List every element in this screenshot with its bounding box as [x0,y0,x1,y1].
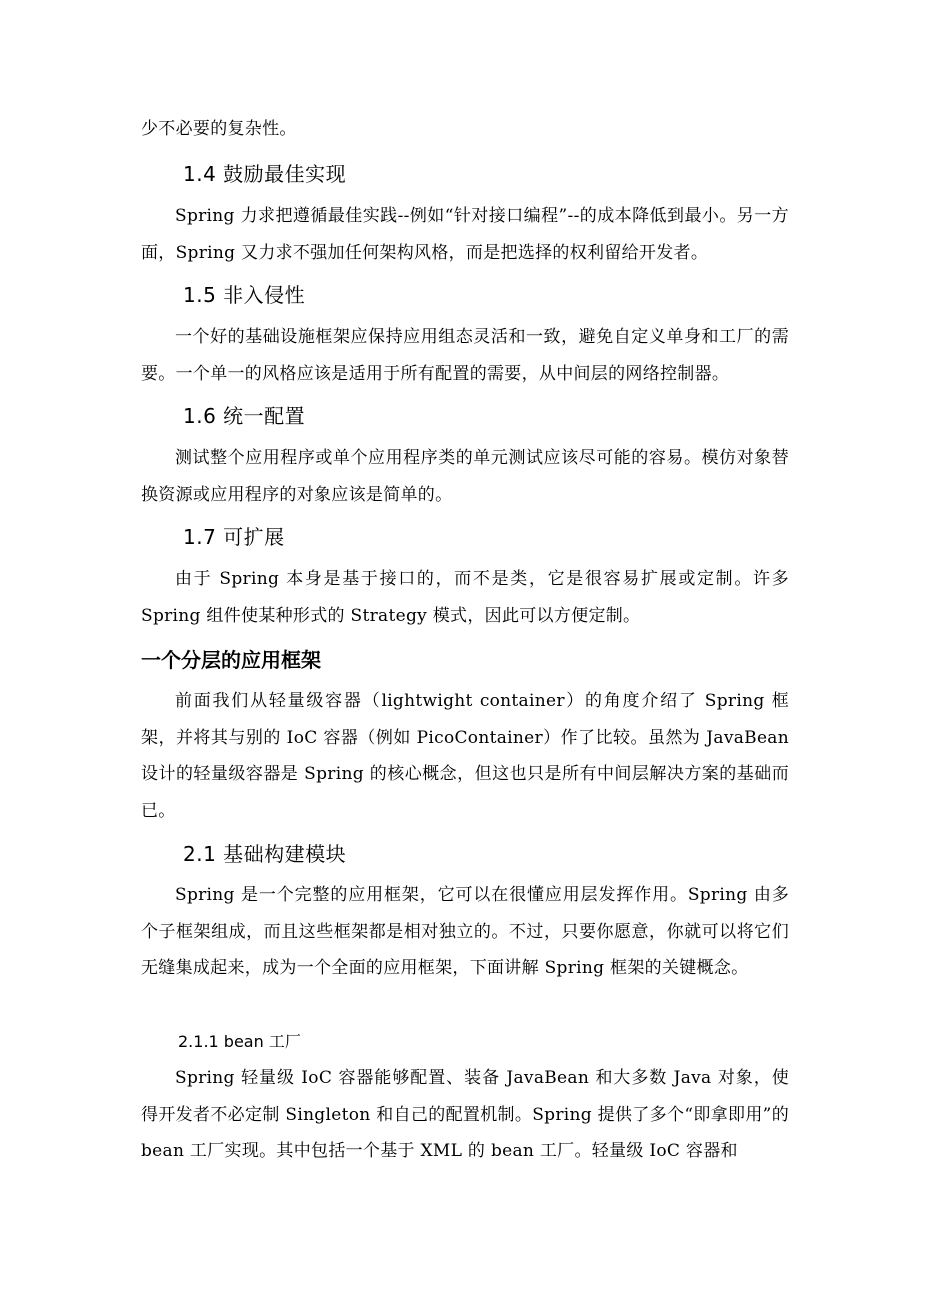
heading-1-7: 1.7 可扩展 [183,525,285,549]
heading-2-1: 2.1 基础构建模块 [183,842,347,866]
heading-1-5: 1.5 非入侵性 [183,283,306,307]
heading-1-4: 1.4 鼓励最佳实现 [183,162,347,186]
paragraph-1-6: 测试整个应用程序或单个应用程序类的单元测试应该尽可能的容易。模仿对象替换资源或应用程序的对象应该是简单的。 [141,448,789,505]
heading-1-6: 1.6 统一配置 [183,404,306,428]
paragraph-1-7: 由于 Spring 本身是基于接口的，而不是类，它是很容易扩展或定制。许多Spring 组件使某种形式的 Strategy 模式，因此可以方便定制。 [141,569,789,626]
paragraph-2-1-1: Spring 轻量级 IoC 容器能够配置、装备 JavaBean 和大多数 Java 对象，使得开发者不必定制 Singleton 和自己的配置机制。Spring 提供了多个“即拿即用”的 bean 工厂实现。其中包括一个基于 XML 的 bean 工厂。轻量级 IoC 容器和 [141,1068,789,1161]
section-heading-layered-framework: 一个分层的应用框架 [141,648,321,672]
paragraph-1-5: 一个好的基础设施框架应保持应用组态灵活和一致，避免自定义单身和工厂的需要。一个单一的风格应该是适用于所有配置的需要，从中间层的网络控制器。 [141,327,789,384]
paragraph-continued: 少不必要的复杂性。 [141,119,297,139]
paragraph-1-4: Spring 力求把遵循最佳实践--例如“针对接口编程”--的成本降低到最小。另一方面，Spring 又力求不强加任何架构风格，而是把选择的权利留给开发者。 [141,206,789,263]
heading-2-1-1: 2.1.1 bean 工厂 [178,1032,301,1051]
paragraph-2-1: Spring 是一个完整的应用框架，它可以在很懂应用层发挥作用。Spring 由多个子框架组成，而且这些框架都是相对独立的。不过，只要你愿意，你就可以将它们无缝集成起来，成为一个全面的应用框架，下面讲解 Spring 框架的关键概念。 [141,885,789,978]
paragraph-layered-framework: 前面我们从轻量级容器（lightwight container）的角度介绍了 Spring 框架，并将其与别的 IoC 容器（例如 PicoContainer）作了比较。虽然为 JavaBean 设计的轻量级容器是 Spring 的核心概念，但这也只是所有中间层解决方案的基础而已。 [141,691,789,821]
